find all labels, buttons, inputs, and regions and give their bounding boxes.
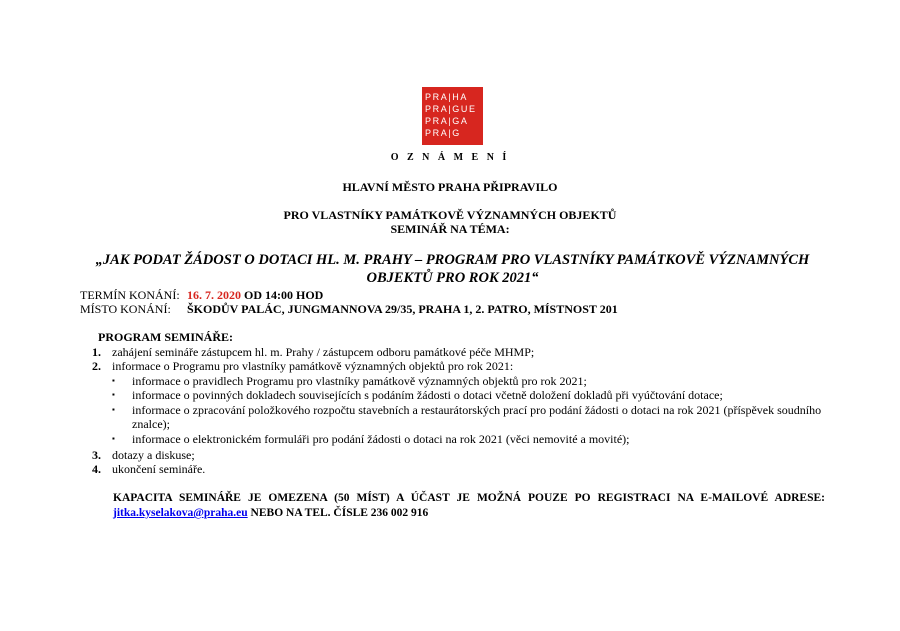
termin-time: OD 14:00 HOD: [244, 288, 324, 302]
logo-line-3: PRA|GA: [425, 116, 469, 126]
logo-line-2: PRA|GUE: [425, 104, 477, 114]
list-item-number: 1.: [92, 345, 101, 359]
phone-text: NEBO NA TEL. ČÍSLE 236 002 916: [250, 507, 429, 519]
list-item-number: 4.: [92, 462, 101, 476]
list-item-number: 3.: [92, 448, 101, 462]
capacity-notice: KAPACITA SEMINÁŘE JE OMEZENA (50 MÍST) A ÚČAST JE MOŽNÁ POUZE PO REGISTRACI NA E-MAILOVÉ ADRESE:: [113, 492, 825, 504]
logo-line-4: PRA|G: [425, 128, 461, 138]
sub-list-item-text: informace o zpracování položkového rozpočtu stavebních a restaurátorských prací pro podání žádosti o dotaci na rok 2021 (příspěvek soudního znalce);: [132, 403, 822, 431]
praha-logo: [422, 87, 483, 145]
misto-row: [80, 302, 618, 316]
bullet-icon: ▪: [112, 390, 115, 399]
sub-list-item-text: informace o pravidlech Programu pro vlastníky památkově významných objektů pro rok 2021;: [132, 374, 587, 388]
headline: HLAVNÍ MĚSTO PRAHA PŘIPRAVILO: [342, 180, 558, 194]
seminar-title-line-1: „JAK PODAT ŽÁDOST O DOTACI HL. M. PRAHY – PROGRAM PRO VLASTNÍKY PAMÁTKOVĚ VÝZNAMNÝCH: [95, 252, 810, 268]
sub-list-item-text: informace o elektronickém formuláři pro podání žádosti o dotaci na rok 2021 (věci nemovité a movité);: [132, 432, 630, 446]
bullet-icon: ▪: [112, 376, 115, 385]
bullet-icon: ▪: [112, 405, 115, 414]
list-item-text: dotazy a diskuse;: [112, 448, 195, 462]
oznameni-heading: O Z N Á M E N Í: [390, 152, 510, 163]
termin-date: 16. 7. 2020: [187, 288, 241, 302]
list-item-text: informace o Programu pro vlastníky památkově významných objektů pro rok 2021:: [112, 359, 514, 373]
bullet-icon: ▪: [112, 434, 115, 443]
program-title: PROGRAM SEMINÁŘE:: [98, 330, 233, 344]
misto-value: ŠKODŮV PALÁC, JUNGMANNOVA 29/35, PRAHA 1, 2. PATRO, MÍSTNOST 201: [187, 302, 618, 316]
sub-list-item-text: informace o povinných dokladech souvisejících s podáním žádosti o dotaci včetně doložení dokladů při vyúčtování dotace;: [132, 388, 723, 402]
list-item-text: ukončení semináře.: [112, 462, 206, 476]
termin-label: TERMÍN KONÁNÍ:: [80, 288, 180, 302]
for-line: PRO VLASTNÍKY PAMÁTKOVĚ VÝZNAMNÝCH OBJEKTŮ: [283, 208, 617, 222]
list-item-text: zahájení semináře zástupcem hl. m. Prahy / zástupcem odboru památkové péče MHMP;: [112, 345, 535, 359]
termin-row: [80, 288, 323, 302]
logo-line-1: PRA|HA: [425, 92, 468, 102]
email-link[interactable]: jitka.kyselakova@praha.eu: [113, 507, 248, 519]
capacity-contact: [113, 506, 428, 521]
seminar-line: SEMINÁŘ NA TÉMA:: [390, 222, 510, 236]
misto-label: MÍSTO KONÁNÍ:: [80, 302, 171, 316]
list-item-number: 2.: [92, 359, 101, 373]
seminar-title-line-2: OBJEKTŮ PRO ROK 2021“: [366, 270, 539, 286]
